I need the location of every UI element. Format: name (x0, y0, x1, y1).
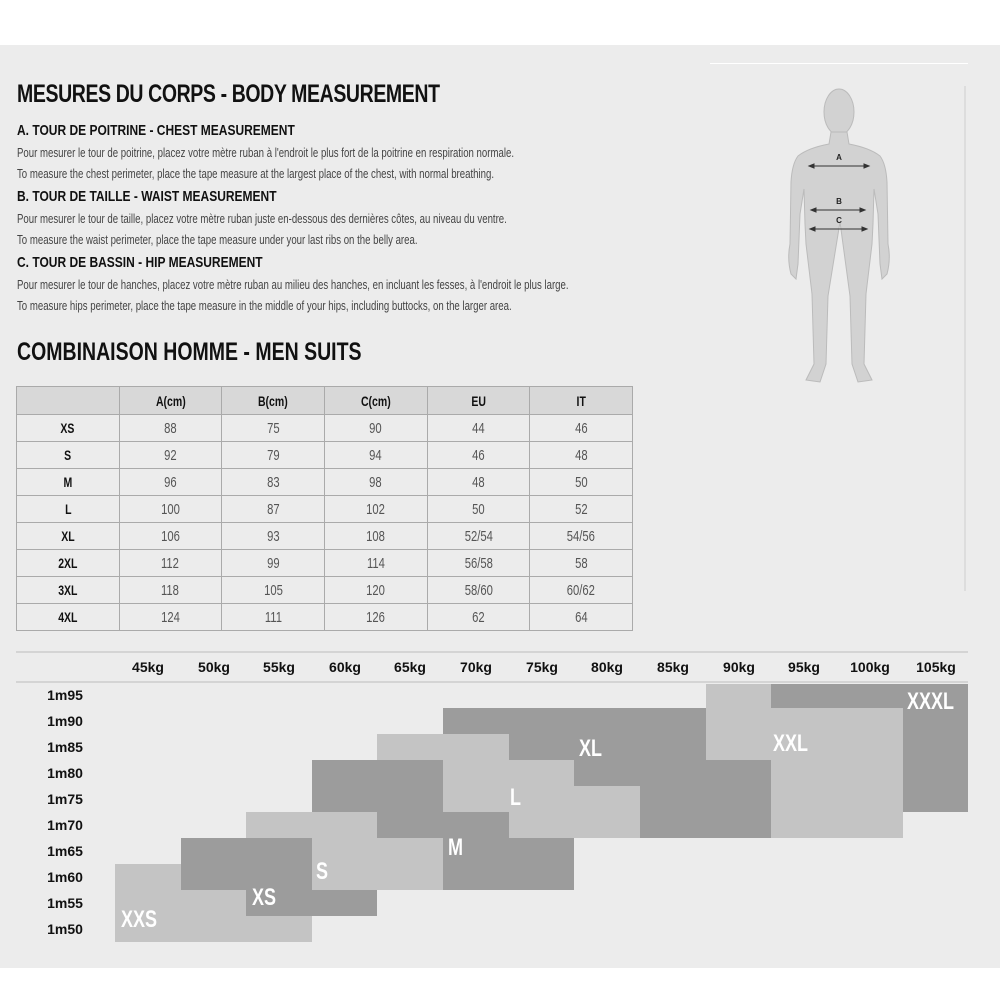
chest-text-en: To measure the chest perimeter, place the tape measure at the largest place of the chest, with normal breathing. (17, 166, 494, 181)
table-cell: 108 (324, 523, 427, 550)
table-cell: 126 (324, 604, 427, 631)
label-b: B (836, 197, 842, 206)
chart-header-divider (16, 681, 968, 683)
table-cell: 100 (119, 496, 222, 523)
column-header: B(cm) (222, 387, 325, 415)
column-header: A(cm) (119, 387, 222, 415)
table-cell: 52/54 (427, 523, 530, 550)
height-tick: 1m70 (47, 817, 83, 833)
weight-tick: 60kg (329, 659, 361, 675)
table-cell: 88 (119, 415, 222, 442)
table-cell: 111 (222, 604, 325, 631)
size-label-l: L (510, 784, 522, 811)
size-label-xxs: XXS (121, 906, 158, 933)
column-header: C(cm) (324, 387, 427, 415)
size-region-s (246, 812, 377, 838)
weight-tick: 50kg (198, 659, 230, 675)
size-region-xxs (246, 916, 312, 942)
column-header: EU (427, 387, 530, 415)
table-cell: 87 (222, 496, 325, 523)
table-row (17, 577, 633, 604)
table-cell: 62 (427, 604, 530, 631)
table-cell: 105 (222, 577, 325, 604)
size-region-m (312, 760, 443, 812)
size-table (16, 386, 633, 631)
hip-text-en: To measure hips perimeter, place the tape measure in the middle of your hips, including buttocks, on the larger area. (17, 298, 512, 313)
height-tick: 1m60 (47, 869, 83, 885)
height-tick: 1m75 (47, 791, 83, 807)
size-label-xxxl: XXXL (907, 688, 955, 715)
table-cell: 54/56 (530, 523, 633, 550)
weight-tick: 70kg (460, 659, 492, 675)
waist-section (17, 188, 679, 250)
table-cell: 93 (222, 523, 325, 550)
table-cell: 75 (222, 415, 325, 442)
table-cell: 94 (324, 442, 427, 469)
weight-tick: 105kg (916, 659, 956, 675)
hip-heading: C. TOUR DE BASSIN - HIP MEASUREMENT (17, 254, 263, 271)
table-header-row (17, 387, 633, 415)
weight-tick: 90kg (723, 659, 755, 675)
body-measurement-title: MESURES DU CORPS - BODY MEASUREMENT (17, 80, 440, 108)
size-region-xl (574, 760, 771, 786)
table-cell: 50 (530, 469, 633, 496)
table-cell: 48 (427, 469, 530, 496)
table-cell: 99 (222, 550, 325, 577)
table-cell: 48 (530, 442, 633, 469)
size-label: M (17, 469, 120, 496)
height-tick: 1m65 (47, 843, 83, 859)
size-label-xxl: XXL (773, 730, 809, 757)
label-a: A (836, 153, 842, 162)
size-region-xl (443, 708, 706, 734)
table-cell: 46 (530, 415, 633, 442)
label-c: C (836, 216, 842, 225)
hip-section (17, 254, 762, 316)
waist-text-en: To measure the waist perimeter, place the tape measure under your last ribs on the belly area. (17, 232, 418, 247)
table-cell: 102 (324, 496, 427, 523)
size-region-xxl (706, 684, 771, 760)
size-label: XS (17, 415, 120, 442)
table-row (17, 496, 633, 523)
height-tick: 1m80 (47, 765, 83, 781)
table-cell: 106 (119, 523, 222, 550)
table-cell: 64 (530, 604, 633, 631)
size-label: 4XL (17, 604, 120, 631)
height-tick: 1m85 (47, 739, 83, 755)
size-label: XL (17, 523, 120, 550)
column-header (17, 387, 120, 415)
size-region-xl (640, 786, 771, 838)
size-region-l (509, 786, 640, 838)
table-row (17, 415, 633, 442)
waist-text-fr: Pour mesurer le tour de taille, placez votre mètre ruban juste en-dessous des dernières côtes, au niveau du ventre. (17, 211, 507, 226)
table-row (17, 604, 633, 631)
table-cell: 114 (324, 550, 427, 577)
chest-heading: A. TOUR DE POITRINE - CHEST MEASUREMENT (17, 122, 295, 139)
size-label: 2XL (17, 550, 120, 577)
weight-tick: 65kg (394, 659, 426, 675)
chest-section (17, 122, 689, 184)
men-suits-title: COMBINAISON HOMME - MEN SUITS (17, 338, 362, 366)
body-figure-panel (710, 63, 968, 594)
table-cell: 120 (324, 577, 427, 604)
size-region-xxxl (771, 684, 903, 708)
weight-tick: 100kg (850, 659, 890, 675)
weight-tick: 85kg (657, 659, 689, 675)
table-cell: 92 (119, 442, 222, 469)
size-region-xl (509, 734, 706, 760)
table-row (17, 523, 633, 550)
table-cell: 124 (119, 604, 222, 631)
size-label-xs: XS (252, 884, 277, 911)
table-cell: 118 (119, 577, 222, 604)
size-region-s-dark (181, 838, 312, 890)
size-region-l (377, 734, 509, 760)
table-cell: 98 (324, 469, 427, 496)
weight-tick: 80kg (591, 659, 623, 675)
body-silhouette-icon (710, 64, 968, 404)
size-region-s (312, 838, 443, 890)
size-label-xl: XL (579, 735, 603, 762)
height-tick: 1m50 (47, 921, 83, 937)
column-header: IT (530, 387, 633, 415)
size-label: S (17, 442, 120, 469)
table-cell: 56/58 (427, 550, 530, 577)
weight-tick: 45kg (132, 659, 164, 675)
table-row (17, 469, 633, 496)
weight-tick: 95kg (788, 659, 820, 675)
size-region-m (377, 812, 509, 838)
size-label: L (17, 496, 120, 523)
height-tick: 1m55 (47, 895, 83, 911)
weight-tick: 55kg (263, 659, 295, 675)
height-tick: 1m90 (47, 713, 83, 729)
waist-heading: B. TOUR DE TAILLE - WAIST MEASUREMENT (17, 188, 277, 205)
size-region-xxl (771, 708, 903, 838)
table-cell: 112 (119, 550, 222, 577)
table-cell: 90 (324, 415, 427, 442)
table-cell: 58/60 (427, 577, 530, 604)
size-label-s: S (316, 858, 329, 885)
table-cell: 52 (530, 496, 633, 523)
table-cell: 58 (530, 550, 633, 577)
table-cell: 96 (119, 469, 222, 496)
table-cell: 44 (427, 415, 530, 442)
size-label: 3XL (17, 577, 120, 604)
height-tick: 1m95 (47, 687, 83, 703)
table-cell: 60/62 (530, 577, 633, 604)
chart-top-divider (16, 651, 968, 653)
table-cell: 83 (222, 469, 325, 496)
table-row (17, 442, 633, 469)
chest-text-fr: Pour mesurer le tour de poitrine, placez votre mètre ruban à l'endroit le plus fort de la poitrine en respiration normale. (17, 145, 514, 160)
table-cell: 79 (222, 442, 325, 469)
hip-text-fr: Pour mesurer le tour de hanches, placez votre mètre ruban au milieu des hanches, en incluant les fesses, à l'endroit le plus large. (17, 277, 569, 292)
weight-tick: 75kg (526, 659, 558, 675)
table-cell: 50 (427, 496, 530, 523)
size-label-m: M (448, 834, 463, 861)
table-row (17, 550, 633, 577)
table-cell: 46 (427, 442, 530, 469)
